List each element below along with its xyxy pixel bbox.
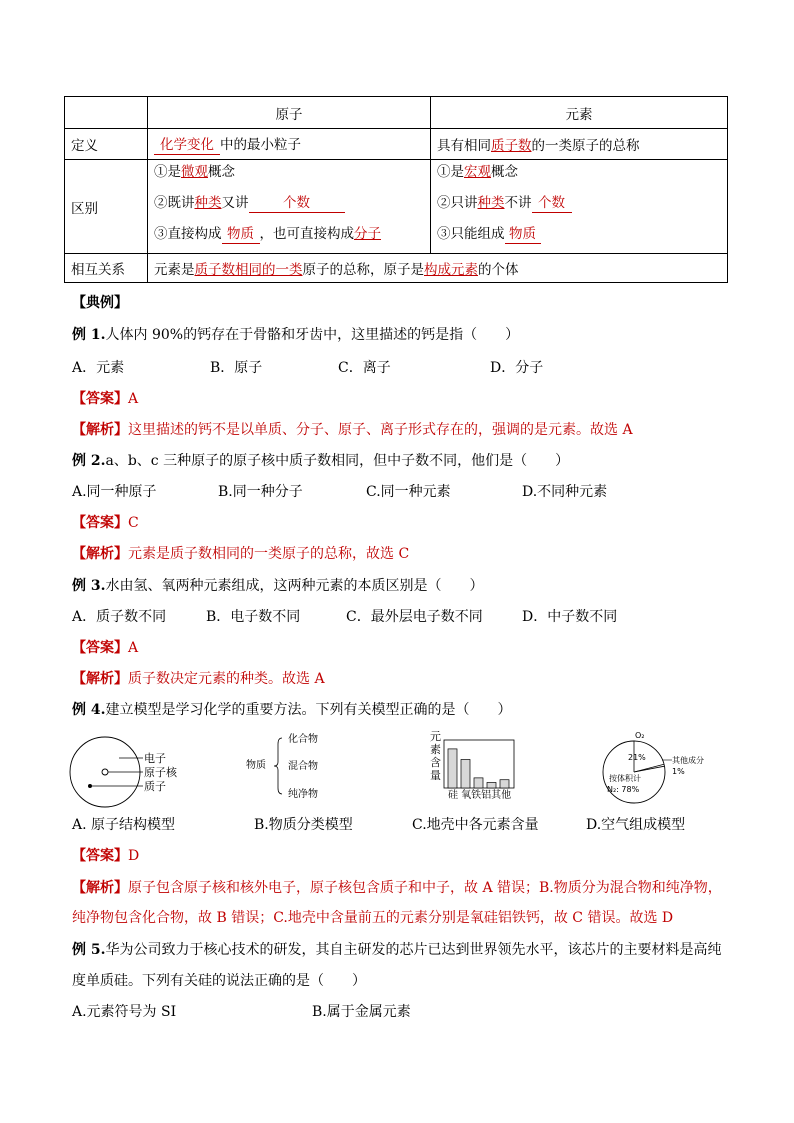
crust-ylabel-4: 量 [430, 769, 441, 782]
q3-option-a: A．质子数不同 [72, 609, 167, 625]
q3-option-d: D．中子数不同 [522, 609, 618, 625]
q3-answer [72, 637, 138, 657]
q2-analysis [72, 543, 409, 563]
table-header-element: 元素 [431, 97, 728, 129]
q5-text-line-1: 华为公司致力于核心技术的研发，其自主研发的芯片已达到世界领先水平，该芯片的主要材料是高纯 [105, 942, 722, 958]
crust-bar-5 [500, 780, 509, 788]
q3-question [72, 575, 484, 595]
q2-number: 例 2. [72, 453, 106, 469]
atom-diff-3-blank: 物质 [222, 225, 260, 244]
q1-option-d: D．分子 [490, 360, 544, 376]
q4-answer-value: D [128, 848, 140, 864]
relation-mid: 原子的总称，原子是 [302, 262, 424, 278]
q1-answer-tag: 【答案】 [72, 391, 128, 407]
elem-diff-3-pre: ③只能组成 [437, 226, 505, 242]
crust-bar-1 [448, 749, 457, 788]
atom-diff-2-blank2: 个数 [249, 194, 345, 213]
q5-number: 例 5. [72, 942, 106, 958]
element-definition-pre: 具有相同 [437, 138, 491, 154]
crust-x-labels: 硅 氧铁铝其他 [448, 790, 512, 801]
matter-child-mixture: 混合物 [288, 761, 318, 772]
q1-question [72, 324, 519, 344]
q1-number: 例 1. [72, 327, 106, 343]
table-row-definition [65, 129, 728, 160]
q3-answer-tag: 【答案】 [72, 640, 128, 656]
atom-definition-cell [148, 129, 431, 160]
relation-blank2: 构成元素 [424, 262, 478, 278]
atom-difference-cell [148, 160, 431, 254]
atom-diff-3-mid: ，也可直接构成 [259, 226, 354, 242]
table-row-relation [65, 254, 728, 283]
q1-option-b: B．原子 [210, 360, 263, 376]
atom-diff-2-blank: 种类 [194, 195, 222, 211]
row-label-difference: 区别 [65, 160, 148, 254]
elem-diff-2-blank: 种类 [477, 195, 505, 211]
q4-analysis-line-2: 纯净物包含化合物，故 B 错误；C.地壳中含量前五的元素分别是氧硅铝铁钙，故 C 错误。故选 D [72, 910, 674, 926]
q5-option-a: A.元素符号为 SI [72, 1004, 177, 1020]
relation-cell [148, 254, 728, 283]
element-difference-cell [431, 160, 728, 254]
relation-pre: 元素是 [154, 262, 195, 278]
q4-answer [72, 845, 139, 865]
q2-analysis-text: 元素是质子数相同的一类原子的总称，故选 C [128, 546, 410, 562]
atom-label-electron: 电子 [144, 752, 166, 765]
crust-ylabel-3: 含 [430, 756, 441, 769]
table-row-difference [65, 160, 728, 254]
elem-diff-line-3 [437, 222, 721, 253]
crust-bar-4 [487, 782, 496, 788]
q3-option-b: B．电子数不同 [206, 609, 301, 625]
atom-nucleus [102, 769, 108, 775]
q4-question [72, 699, 512, 719]
air-n2-label-2: N₂: 78% [607, 785, 640, 794]
q2-text: a、b、c 三种原子的原子核中质子数相同，但中子数不同，他们是（ ） [105, 453, 570, 469]
atom-definition-text: 中的最小粒子 [220, 137, 301, 153]
q5-option-b: B.属于金属元素 [312, 1004, 411, 1020]
q1-option-c: C．离子 [338, 360, 391, 376]
air-top-label: O₂ [635, 731, 645, 740]
crust-element-bar-chart [430, 730, 514, 801]
q4-analysis [72, 877, 722, 897]
q2-answer-value: C [128, 515, 139, 531]
q5-question-line-1 [72, 939, 722, 959]
q2-option-c: C.同一种元素 [366, 484, 451, 500]
elem-diff-line-2 [437, 191, 721, 222]
crust-ylabel-1: 元 [430, 730, 441, 743]
air-n2-label-1: 按体积计 [609, 774, 641, 783]
atom-label-proton: 质子 [144, 780, 166, 793]
q3-text: 水由氢、氧两种元素组成，这两种元素的本质区别是（ ） [105, 578, 484, 594]
q2-option-a: A.同一种原子 [72, 484, 157, 500]
element-definition-post: 的一类原子的总称 [531, 138, 640, 154]
q2-option-b: B.同一种分子 [218, 484, 303, 500]
section-title: 【典例】 [72, 295, 128, 311]
atom-diff-2-mid: 又讲 [221, 195, 249, 211]
q2-answer [72, 512, 139, 532]
atom-element-comparison-table [64, 96, 728, 283]
q3-analysis-text: 质子数决定元素的种类。故选 A [128, 671, 325, 687]
atom-diff-2-pre: ②既讲 [154, 195, 195, 211]
element-definition-blank: 质子数 [491, 138, 532, 154]
q4-option-a: A. 原子结构模型 [72, 817, 176, 833]
q1-analysis [72, 419, 633, 439]
table-header-empty [65, 97, 148, 129]
atom-diff-1-blank: 微观 [181, 164, 208, 180]
q1-text: 人体内 90%的钙存在于骨骼和牙齿中，这里描述的钙是指（ ） [105, 327, 520, 343]
matter-root-label: 物质 [246, 760, 266, 771]
air-composition-pie-chart [603, 731, 704, 803]
q4-text: 建立模型是学习化学的重要方法。下列有关模型正确的是（ ） [105, 702, 512, 718]
q3-number: 例 3. [72, 578, 106, 594]
atom-diff-3-pre: ③直接构成 [154, 226, 222, 242]
row-label-definition: 定义 [65, 129, 148, 160]
air-other-label-1: 其他成分 [672, 756, 704, 765]
atom-label-nucleus: 原子核 [144, 766, 177, 779]
q3-analysis [72, 668, 325, 688]
crust-ylabel-2: 素 [430, 743, 441, 756]
q3-analysis-tag: 【解析】 [72, 671, 128, 687]
elem-diff-1-post: 概念 [491, 164, 518, 180]
q4-analysis-tag: 【解析】 [72, 880, 128, 896]
air-other-label-2: 1% [672, 767, 685, 776]
q1-answer-value: A [128, 391, 139, 407]
q2-option-d: D.不同种元素 [522, 484, 608, 500]
q2-analysis-tag: 【解析】 [72, 546, 128, 562]
relation-post: 的个体 [478, 262, 519, 278]
q3-option-c: C．最外层电子数不同 [346, 609, 483, 625]
atom-definition-blank: 化学变化 [154, 136, 220, 155]
matter-brace [274, 738, 282, 794]
row-label-relation: 相互关系 [65, 254, 148, 283]
q4-answer-tag: 【答案】 [72, 848, 128, 864]
q1-answer [72, 388, 138, 408]
atom-diff-1-post: 概念 [208, 164, 235, 180]
elem-diff-1-blank: 宏观 [464, 164, 491, 180]
q4-option-c: C.地壳中各元素含量 [412, 817, 539, 833]
relation-blank: 质子数相同的一类 [194, 262, 303, 278]
q4-figures [60, 728, 740, 808]
crust-bar-2 [461, 759, 470, 788]
q1-analysis-text: 这里描述的钙不是以单质、分子、原子、离子形式存在的，强调的是元素。故选 A [128, 422, 633, 438]
table-header-row [65, 97, 728, 129]
elem-diff-line-1 [437, 160, 721, 191]
atom-diff-1-pre: ①是 [154, 164, 181, 180]
q4-option-b: B.物质分类模型 [254, 817, 353, 833]
crust-bar-3 [474, 778, 483, 788]
atom-diff-3-blank2: 分子 [354, 226, 381, 242]
matter-child-compound: 化合物 [288, 734, 318, 745]
table-header-atom: 原子 [148, 97, 431, 129]
elem-diff-1-pre: ①是 [437, 164, 464, 180]
q4-analysis-line-1: 原子包含原子核和核外电子，原子核包含质子和中子，故 A 错误；B.物质分为混合物和纯净物， [128, 880, 722, 896]
q2-question [72, 450, 569, 470]
q1-option-a: A．元素 [72, 360, 125, 376]
q2-answer-tag: 【答案】 [72, 515, 128, 531]
atom-diff-line-1 [154, 160, 424, 191]
matter-classification-diagram [246, 732, 318, 800]
elem-diff-2-mid: 不讲 [504, 195, 532, 211]
q4-number: 例 4. [72, 702, 106, 718]
air-o2-label: 21% [628, 753, 646, 762]
atom-structure-diagram [70, 737, 178, 807]
atom-diff-line-2 [154, 191, 424, 222]
q3-answer-value: A [128, 640, 139, 656]
q5-question-line-2: 度单质硅。下列有关硅的说法正确的是（ ） [72, 973, 366, 989]
element-definition-cell [431, 129, 728, 160]
atom-diff-line-3 [154, 222, 424, 253]
elem-diff-2-blank2: 个数 [532, 194, 572, 213]
q4-option-d: D.空气组成模型 [586, 817, 686, 833]
matter-child-pure: 纯净物 [288, 789, 318, 800]
crust-bars [448, 749, 509, 788]
elem-diff-3-blank: 物质 [505, 225, 541, 244]
air-slice-boundary-N₂ [634, 766, 664, 772]
q1-analysis-tag: 【解析】 [72, 422, 128, 438]
elem-diff-2-pre: ②只讲 [437, 195, 478, 211]
atom-proton-dot [88, 784, 92, 788]
